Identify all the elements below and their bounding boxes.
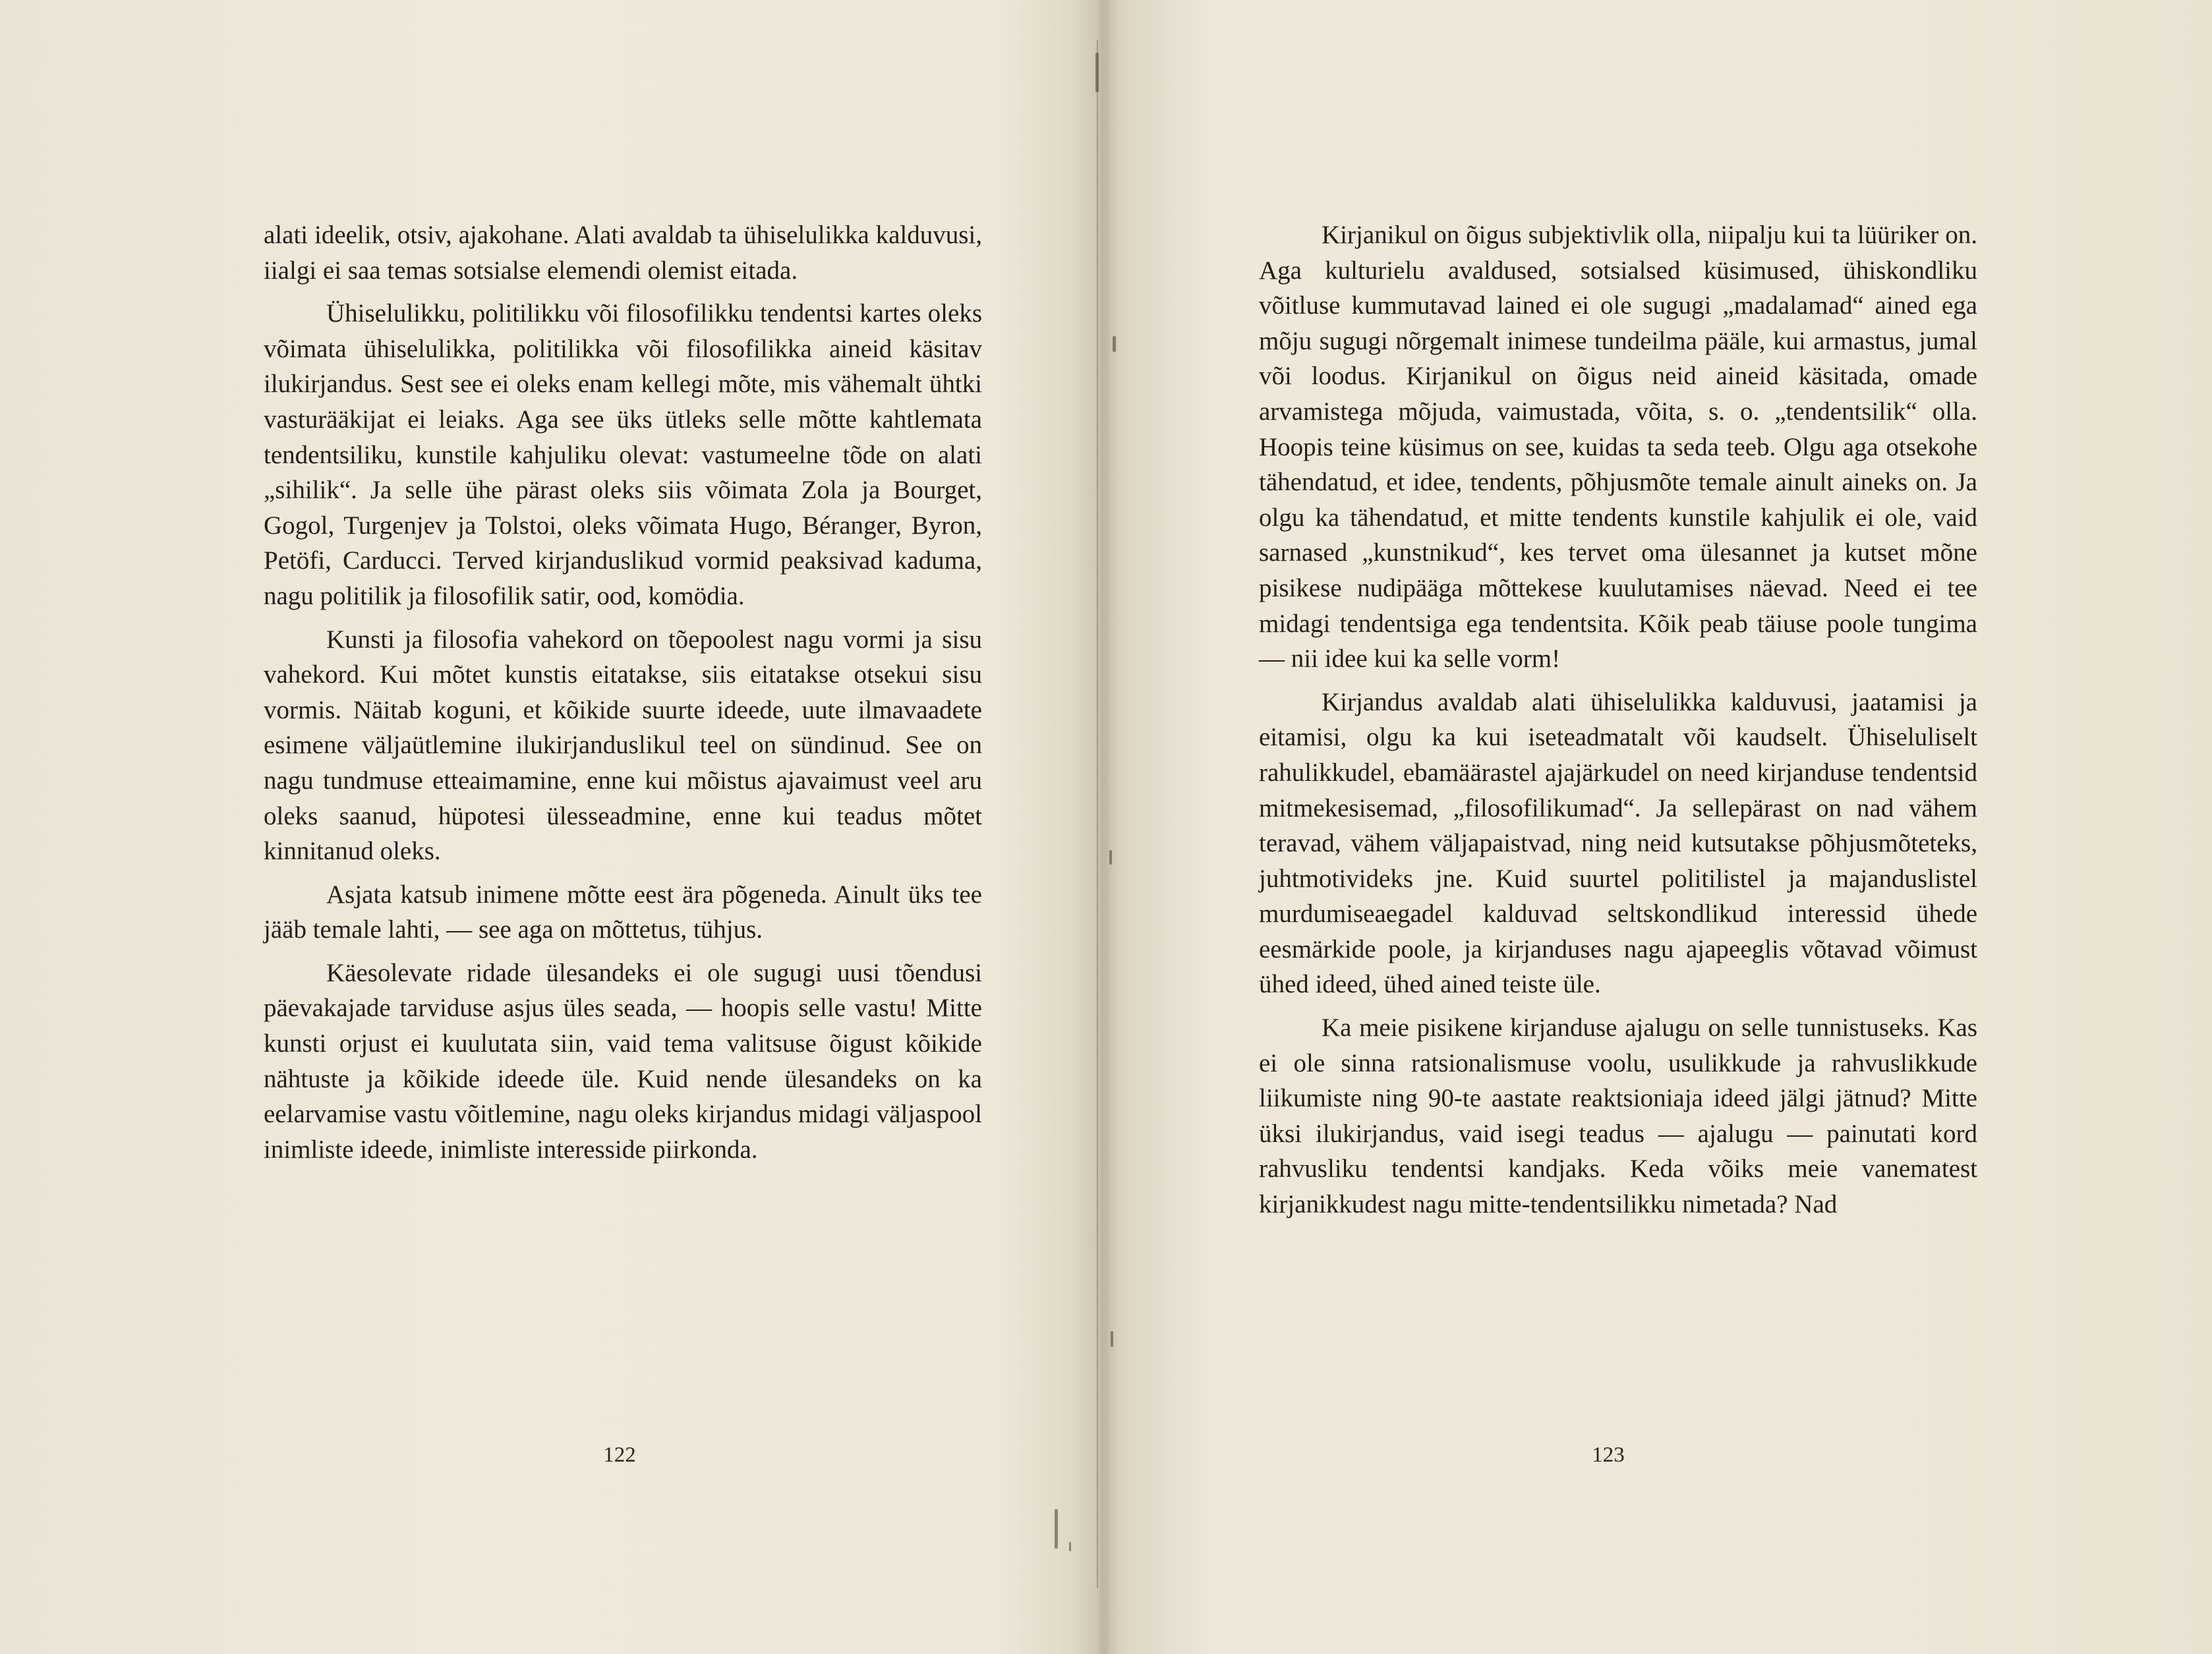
paper-mark xyxy=(1109,850,1112,865)
gutter-crease xyxy=(1097,40,1098,1588)
paper-mark xyxy=(1095,53,1099,92)
page-paragraph: Kirjanikul on õigus subjektivlik olla, niipalju kui ta lüüriker on. Aga kulturielu avaldused, sotsialsed küsimused, ühiskondliku võitluse kummutavad lained ei ole sugugi „madalamad“ ained ega mõju sugugi nõrgemalt inimese tundeilma pääle, kui armastus, jumal või loodus. Kirjanikul on õigus neid aineid käsitada, omade arvamistega mõjuda, vaimustada, võita, s. o. „tendentsilik“ olla. Hoopis teine küsimus on see, kuidas ta seda teeb. Olgu aga otsekohe tähendatud, et idee, tendents, põhjusmõte temale ainult aineks on. Ja olgu ka tähendatud, et mitte tendents kunstile kahjulik ei ole, vaid sarnased „kunstnikud“, kes tervet oma ülesannet ja kutset mõne pisikese nudipääga mõttekese kuulutamises näevad. Need ei tee midagi tendentsiga ega tendentsita. Kõik peab täiuse poole tungima — nii idee kui ka selle vorm! xyxy=(1259,221,1977,673)
page-paragraph: Ka meie pisikene kirjanduse ajalugu on selle tunnistuseks. Kas ei ole sinna ratsionalismuse voolu, usulikkude ja rahvuslikkude liikumiste ning 90-te aastate reaktsioniaja ideed jälgi jätnud? Mitte üksi ilukirjandus, vaid isegi teadus — ajalugu — painutati kord rahvusliku tendentsi kandjaks. Keda võiks meie vanematest kirjanikkudest nagu mitte-tendentsilikku nimetada? Nad xyxy=(1259,1013,1977,1219)
page-paragraph: Kirjandus avaldab alati ühiselulikka kalduvusi, jaatamisi ja eitamisi, olgu ka kui iseteadmatalt või kaudselt. Ühiseluliselt rahulikkudel, ebamäärastel ajajärkudel on need kirjanduse tendentsid mitmekesisemad, „filosofilikumad“. Ja sellepärast on nad vähem teravad, vähem väljapaistvad, ning neid kutsutakse põhjusmõteteks, juhtmotivideks jne. Kuid suurtel politilistel ja majanduslistel murdumiseaegadel kalduvad seltskondlikud interessid ühede eesmärkide poole, ja kirjanduses nagu ajapeeglis võtavad võimust ühed ideed, ühed ained teiste üle. xyxy=(1259,687,1977,999)
book-gutter xyxy=(1074,0,1127,1654)
paper-mark xyxy=(1111,1331,1113,1347)
page-paragraph: Käesolevate ridade ülesandeks ei ole sugugi uusi tõendusi päevakajade tarviduse asjus üles seada, — hoopis selle vastu! Mitte kunsti orjust ei kuulutata siin, vaid tema valitsuse õigust kõikide nähtuste ja kõikide ideede üle. Kuid nende ülesandeks on ka eelarvamise vastu võitlemine, nagu oleks kirjandus midagi väljaspool inimliste ideede, inimliste interesside piirkonda. xyxy=(264,958,982,1164)
left-page xyxy=(264,217,982,1175)
page-paragraph: Asjata katsub inimene mõtte eest ära põgeneda. Ainult üks tee jääb temale lahti, — see aga on mõttetus, tühjus. xyxy=(264,880,982,944)
paper-mark xyxy=(1069,1542,1071,1551)
page-paragraph: alati ideelik, otsiv, ajakohane. Alati avaldab ta ühiselulikka kalduvusi, iialgi ei saa temas sotsialse elemendi olemist eitada. xyxy=(264,221,982,285)
page-number: 122 xyxy=(603,1443,636,1467)
page-paragraph: Ühiselulikku, politilikku või filosofilikku tendentsi kartes oleks võimata ühiselulikka, politilikka või filosofilikka aineid käsitav ilukirjandus. Sest see ei oleks enam kellegi mõte, mis vähemalt ühtki vasturääkijat ei leiaks. Aga see üks ütleks selle mõtte kahtlemata tendentsiliku, kunstile kahjuliku olevat: vastumeelne tõde on alati „sihilik“. Ja selle ühe pärast oleks siis võimata Zola ja Bourget, Gogol, Turgenjev ja Tolstoi, oleks võimata Hugo, Béranger, Byron, Petöfi, Carducci. Terved kirjanduslikud vormid peaksivad kaduma, nagu politilik ja filosofilik satir, ood, komödia. xyxy=(264,299,982,610)
page-paragraph: Kunsti ja filosofia vahekord on tõepoolest nagu vormi ja sisu vahekord. Kui mõtet kunstis eitatakse, siis eitatakse otsekui sisu vormis. Näitab koguni, et kõikide suurte ideede, uute ilmavaadete esimene väljaütlemine ilukirjanduslikul teel on sündinud. See on nagu tundmuse etteaimamine, enne kui mõistus ajavaimust veel aru oleks saanud, hüpotesi ülesseadmine, enne kui teadus mõtet kinnitanud oleks. xyxy=(264,625,982,866)
page-number: 123 xyxy=(1592,1443,1625,1467)
right-page xyxy=(1259,217,1977,1230)
paper-mark xyxy=(1113,336,1116,352)
paper-mark xyxy=(1055,1509,1058,1549)
